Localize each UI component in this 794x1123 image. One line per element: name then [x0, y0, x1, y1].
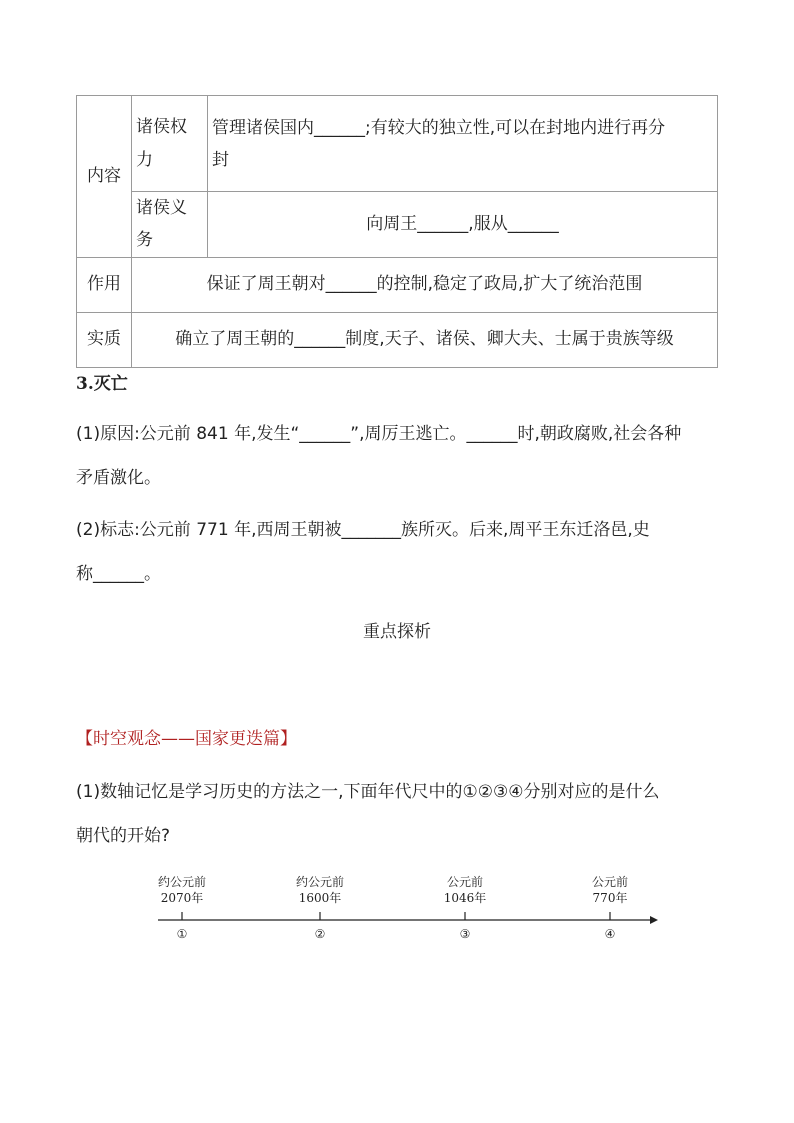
timeline-tick-year: 1046年 [443, 891, 487, 905]
timeline-tick-year: 1600年 [298, 891, 342, 905]
rights-text-line1: 管理诸侯国内______;有较大的独立性,可以在封地内进行再分 [212, 117, 666, 138]
sign-line-2: 称______。 [76, 564, 161, 584]
cause-line-2: 矛盾激化。 [76, 468, 161, 488]
effect-label: 作用 [77, 257, 132, 312]
duties-label: 诸侯义务 [132, 192, 208, 258]
timeline-tick-number: ② [314, 927, 326, 941]
topic-tag: 【时空观念——国家更迭篇】 [76, 729, 297, 749]
rights-text [208, 96, 718, 192]
timeline-tick-prefix: 公元前 [446, 875, 484, 889]
timeline-tick-year: 770年 [592, 891, 628, 905]
rights-text-line2: 封 [212, 149, 229, 170]
timeline-arrow-icon [650, 916, 658, 924]
essence-text: 确立了周王朝的______制度,天子、诸侯、卿大夫、士属于贵族等级 [132, 312, 718, 367]
rights-label: 诸侯权力 [132, 96, 208, 192]
content-label: 内容 [77, 96, 132, 258]
sign-line-1: (2)标志:公元前 771 年,西周王朝被_______族所灭。后来,周平王东迁洛邑,史 [76, 520, 650, 540]
focus-heading: 重点探析 [363, 622, 431, 642]
timeline-tick-prefix: 约公元前 [295, 875, 345, 889]
timeline-tick-number: ① [176, 927, 188, 941]
policy-table [76, 95, 718, 368]
essence-label: 实质 [77, 312, 132, 367]
timeline-tick-prefix: 公元前 [591, 875, 629, 889]
question-line-2: 朝代的开始? [76, 826, 171, 846]
question-line-1: (1)数轴记忆是学习历史的方法之一,下面年代尺中的①②③④分别对应的是什么 [76, 782, 660, 802]
timeline-tick-number: ④ [604, 927, 616, 941]
effect-text: 保证了周王朝对______的控制,稳定了政局,扩大了统治范围 [132, 257, 718, 312]
duties-text: 向周王______,服从______ [208, 192, 718, 258]
timeline-tick-prefix: 约公元前 [157, 875, 207, 889]
timeline-tick-year: 2070年 [160, 891, 204, 905]
section-3-title: 3.灭亡 [76, 374, 128, 394]
cause-line-1: (1)原因:公元前 841 年,发生“______”,周厉王逃亡。______时,朝政腐败,社会各种 [76, 424, 682, 444]
timeline-tick-number: ③ [459, 927, 471, 941]
timeline-ruler [150, 868, 670, 948]
